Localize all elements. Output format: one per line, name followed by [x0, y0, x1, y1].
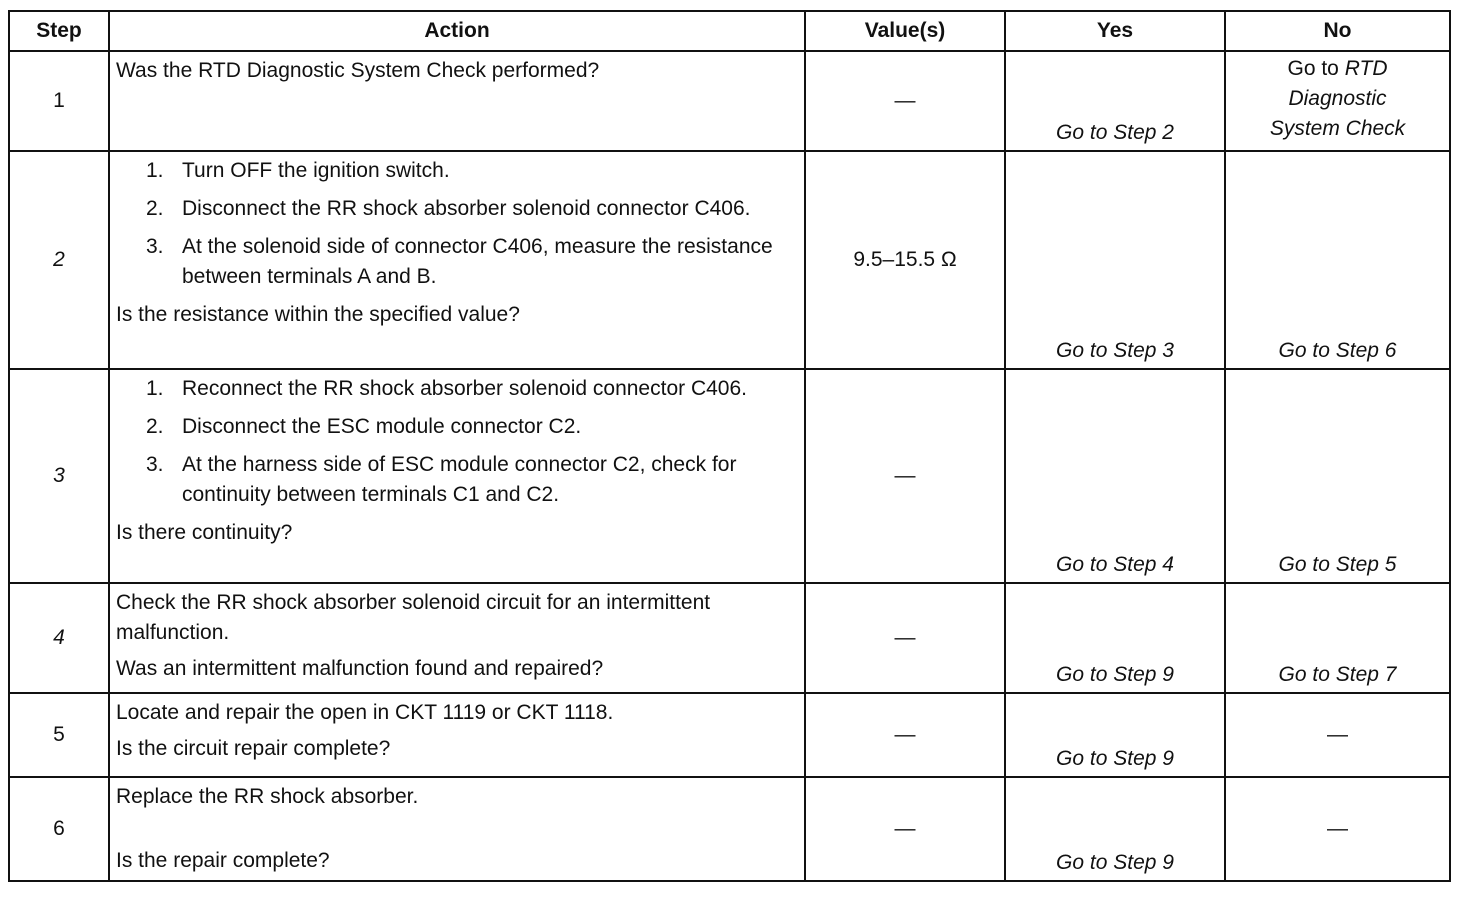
- value-cell: —: [805, 369, 1005, 583]
- header-no: No: [1225, 11, 1450, 51]
- yes-cell: [1005, 151, 1225, 369]
- no-link[interactable]: Go to Step 6: [1278, 339, 1397, 362]
- question-text: Is the circuit repair complete?: [116, 737, 391, 760]
- yes-link[interactable]: Go to Step 9: [1056, 747, 1174, 770]
- header-action: Action: [109, 11, 805, 51]
- yes-link[interactable]: Go to Step 9: [1056, 663, 1174, 686]
- action-text: Replace the RR shock absorber.: [116, 785, 419, 808]
- no-link[interactable]: Go to RTD Diagnostic System Check: [1269, 57, 1406, 140]
- header-step: Step: [9, 11, 109, 51]
- step-number: 2: [9, 151, 109, 369]
- action-text: Locate and repair the open in CKT 1119 or CKT 1118.: [116, 701, 614, 724]
- question-text: Is the resistance within the specified value?: [116, 303, 520, 326]
- step-number: 1: [9, 51, 109, 151]
- question-text: Was an intermittent malfunction found and repaired?: [116, 657, 604, 680]
- no-value: —: [1327, 817, 1348, 840]
- header-values: Value(s): [805, 11, 1005, 51]
- list-item: 2. Disconnect the ESC module connector C2.: [146, 415, 582, 438]
- yes-cell: [1005, 369, 1225, 583]
- value-cell: 9.5–15.5 Ω: [805, 151, 1005, 369]
- yes-cell: [1005, 777, 1225, 881]
- header-yes: Yes: [1005, 11, 1225, 51]
- yes-link[interactable]: Go to Step 3: [1056, 339, 1174, 362]
- no-cell: [1225, 151, 1450, 369]
- no-link[interactable]: Go to Step 7: [1278, 663, 1397, 686]
- value-cell: —: [805, 693, 1005, 777]
- no-cell: [1225, 693, 1450, 777]
- no-value: —: [1327, 723, 1348, 746]
- value-cell: —: [805, 777, 1005, 881]
- table-row-step-6: [9, 777, 1450, 881]
- list-item: 3. At the harness side of ESC module connector C2, check for continuity between terminals C1 and C2.: [146, 453, 737, 506]
- step-number: 6: [9, 777, 109, 881]
- procedure-list: [146, 374, 796, 510]
- step-number: 3: [9, 369, 109, 583]
- list-item: 1. Turn OFF the ignition switch.: [146, 159, 450, 182]
- yes-cell: [1005, 583, 1225, 693]
- action-text: Was the RTD Diagnostic System Check performed?: [116, 59, 600, 82]
- yes-link[interactable]: Go to Step 2: [1056, 121, 1174, 144]
- table-row-step-4: [9, 583, 1450, 693]
- table-row-step-3: [9, 369, 1450, 583]
- list-item: 1. Reconnect the RR shock absorber solenoid connector C406.: [146, 377, 747, 400]
- no-cell: [1225, 51, 1450, 151]
- yes-link[interactable]: Go to Step 9: [1056, 851, 1174, 874]
- action-cell: [109, 151, 805, 369]
- list-item: 2. Disconnect the RR shock absorber solenoid connector C406.: [146, 197, 751, 220]
- yes-cell: [1005, 693, 1225, 777]
- value-cell: —: [805, 583, 1005, 693]
- no-cell: [1225, 777, 1450, 881]
- table-row-step-2: [9, 151, 1450, 369]
- no-cell: [1225, 583, 1450, 693]
- step-number: 4: [9, 583, 109, 693]
- action-cell: [109, 777, 805, 881]
- no-cell: [1225, 369, 1450, 583]
- action-cell: [109, 583, 805, 693]
- question-text: Is there continuity?: [116, 521, 293, 544]
- procedure-list: [146, 156, 796, 292]
- value-cell: —: [805, 51, 1005, 151]
- question-text: Is the repair complete?: [116, 849, 330, 872]
- table-row-step-5: [9, 693, 1450, 777]
- step-number: 5: [9, 693, 109, 777]
- yes-link[interactable]: Go to Step 4: [1056, 553, 1174, 576]
- action-cell: [109, 693, 805, 777]
- no-link[interactable]: Go to Step 5: [1278, 553, 1397, 576]
- header-row: [9, 11, 1450, 51]
- list-item: 3. At the solenoid side of connector C406, measure the resistance between terminals A and B.: [146, 235, 773, 288]
- diagnostic-table: [8, 10, 1451, 882]
- yes-cell: [1005, 51, 1225, 151]
- action-cell: [109, 369, 805, 583]
- table-row-step-1: [9, 51, 1450, 151]
- action-cell: [109, 51, 805, 151]
- action-text: Check the RR shock absorber solenoid circuit for an intermittent malfunction.: [116, 591, 711, 644]
